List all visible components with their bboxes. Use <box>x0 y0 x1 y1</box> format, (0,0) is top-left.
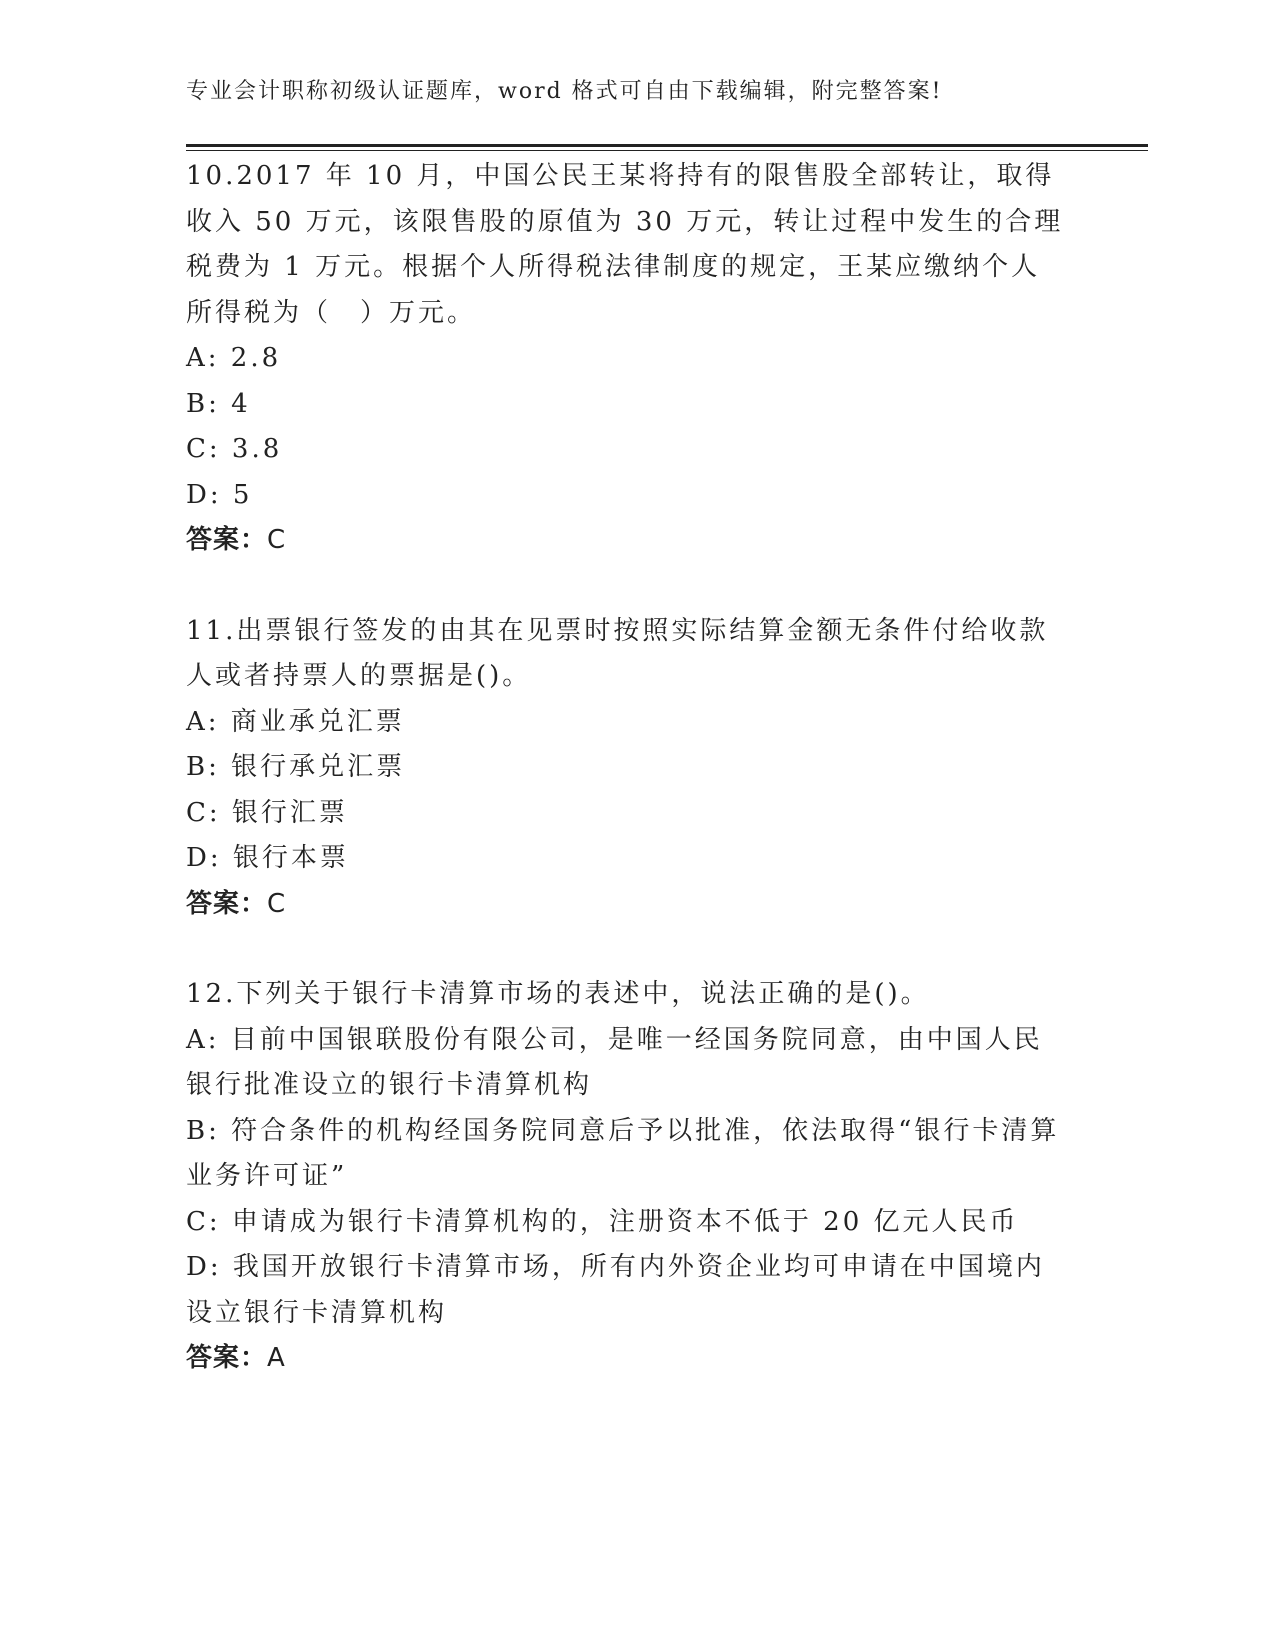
question-text: 12.下列关于银行卡清算市场的表述中，说法正确的是()。 <box>186 979 930 1009</box>
option-a: A: 目前中国银联股份有限公司，是唯一经国务院同意，由中国人民银行批准设立的银行卡清算机构 <box>186 1024 1043 1100</box>
answer-label: 答案： <box>186 1343 268 1373</box>
answer-label: 答案： <box>186 525 268 555</box>
answer-value: C <box>267 888 287 919</box>
option-d: D: 我国开放银行卡清算市场，所有内外资企业均可申请在中国境内设立银行卡清算机构 <box>186 1252 1045 1328</box>
answer-label: 答案： <box>186 888 268 919</box>
answer-line <box>186 518 1086 564</box>
option-b: B: 银行承兑汇票 <box>186 752 406 782</box>
questions-container <box>186 154 1086 1427</box>
answer-value: A <box>267 1343 286 1373</box>
header-rule-thin <box>186 150 1148 151</box>
option-d: D: 5 <box>186 479 253 510</box>
question-11 <box>186 609 1086 928</box>
question-text: 10.2017 年 10 月，中国公民王某将持有的限售股全部转让，取得收入 50 万元，该限售股的原值为 30 万元，转让过程中发生的合理税费为 1 万元。根据个人所得税法律制度的规定，王某应缴纳个人所得税为（ ）万元。 <box>186 161 1064 328</box>
option-a: A: 商业承兑汇票 <box>186 706 405 737</box>
option-c: C: 银行汇票 <box>186 797 348 828</box>
answer-line <box>186 882 1086 928</box>
page-header: 专业会计职称初级认证题库，word 格式可自由下载编辑，附完整答案! <box>186 79 943 104</box>
answer-value: C <box>267 525 287 555</box>
question-12 <box>186 972 1086 1382</box>
answer-line <box>186 1336 1086 1382</box>
header-rule-thick <box>186 144 1148 147</box>
option-c: C: 申请成为银行卡清算机构的，注册资本不低于 20 亿元人民币 <box>186 1206 1019 1237</box>
question-10 <box>186 154 1086 564</box>
option-b: B: 4 <box>186 388 251 419</box>
option-b: B: 符合条件的机构经国务院同意后予以批准，依法取得“银行卡清算业务许可证” <box>186 1115 1060 1191</box>
question-text: 11.出票银行签发的由其在见票时按照实际结算金额无条件付给收款人或者持票人的票据是()。 <box>186 615 1049 691</box>
option-c: C: 3.8 <box>186 434 283 464</box>
option-a: A: 2.8 <box>186 343 282 373</box>
option-d: D: 银行本票 <box>186 843 349 873</box>
